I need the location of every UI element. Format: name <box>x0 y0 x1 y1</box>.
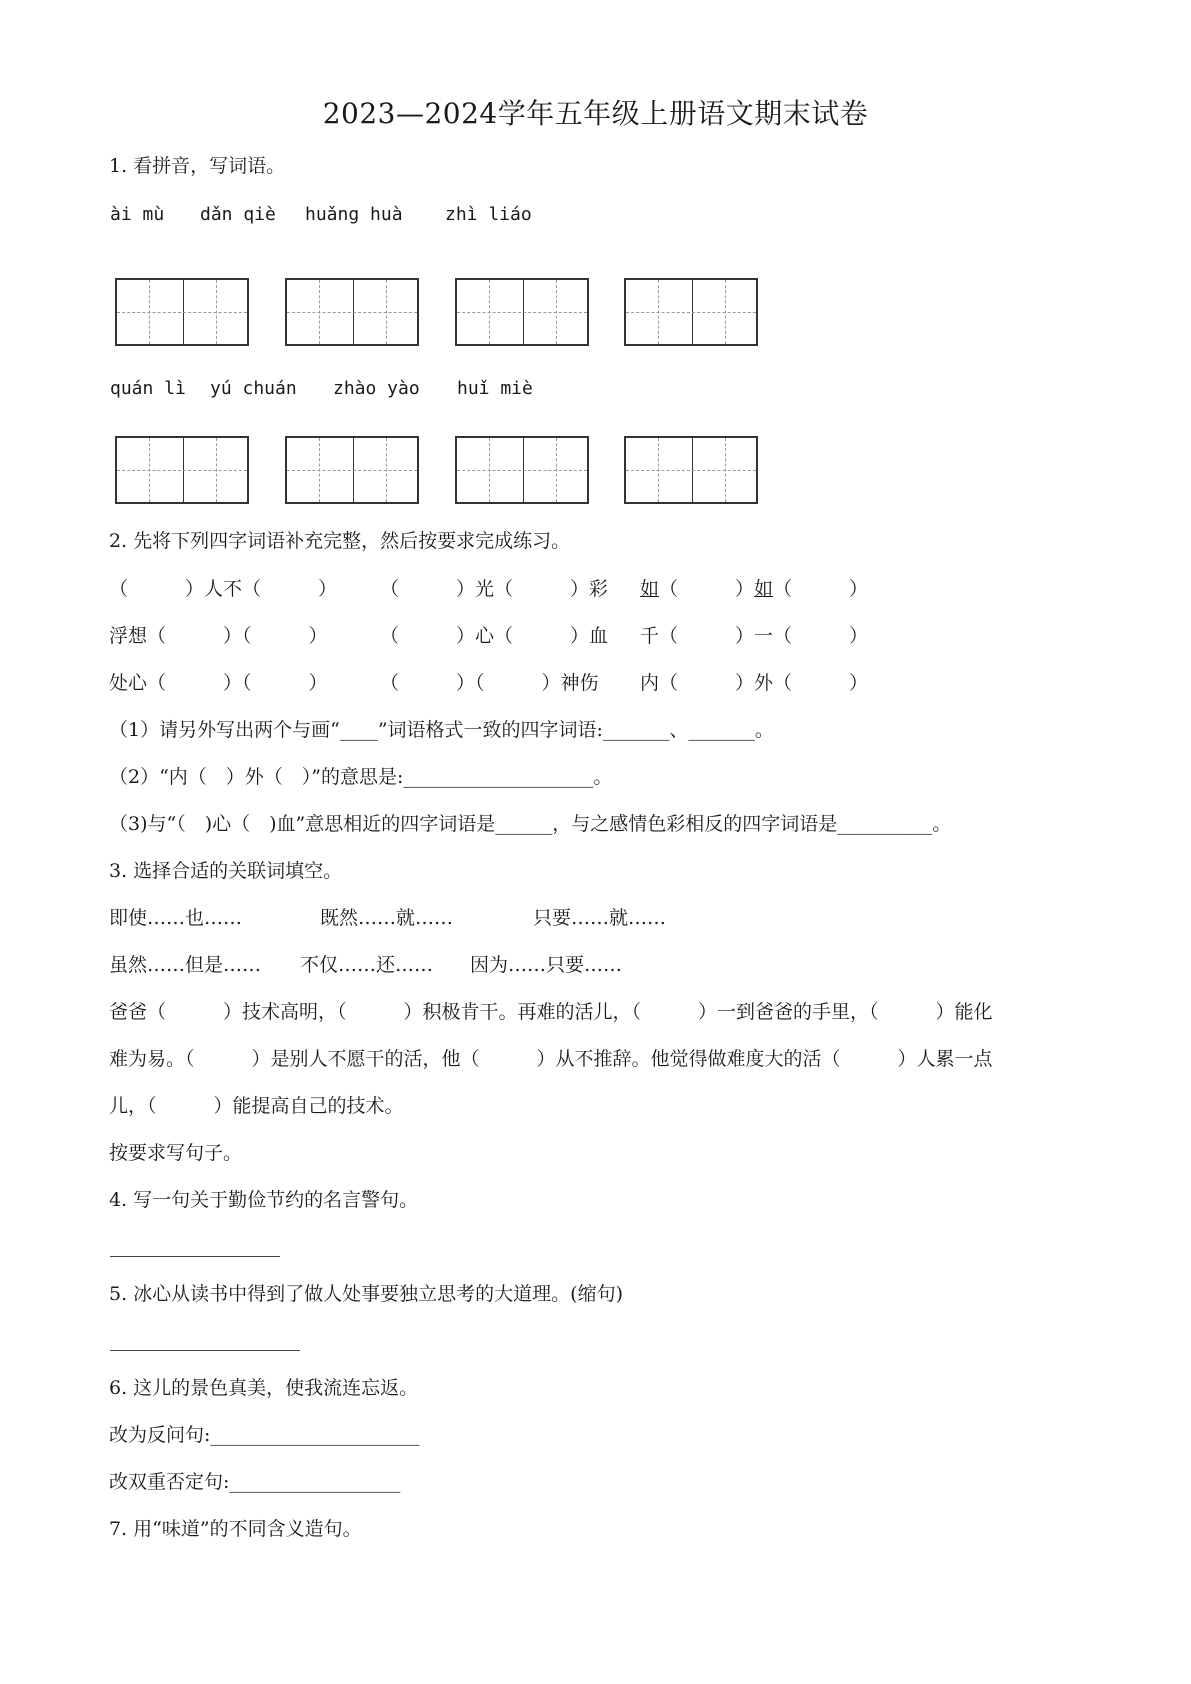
question-3-prompt: 3. 选择合适的关联词填空。 <box>109 860 343 882</box>
question-2-sub-3: （3)与“（ )心（ )血”意思相近的四字词语是______，与之感情色彩相反的四字词语是__________。 <box>109 813 952 835</box>
underlined-char: 如 <box>754 578 774 600</box>
passage-line-3: 儿，（ ）能提高自己的技术。 <box>109 1095 404 1117</box>
passage-line-2: 难为易。（ ）是别人不愿干的活，他（ ）从不推辞。他觉得做难度大的活（ ）人累一点 <box>109 1048 993 1070</box>
connective-option: 只要……就…… <box>533 907 667 929</box>
pinyin-4: zhì liáo <box>445 204 532 225</box>
connective-option: 即使……也…… <box>109 907 243 929</box>
writing-grid-box[interactable] <box>285 436 419 504</box>
pinyin-8: huǐ miè <box>457 378 533 399</box>
page-title: 2023—2024学年五年级上册语文期末试卷 <box>322 97 869 130</box>
connective-option: 因为……只要…… <box>470 954 623 976</box>
section-heading: 按要求写句子。 <box>109 1142 243 1164</box>
idiom-1: （ ）人不（ ） <box>109 578 338 600</box>
connective-option: 不仅……还…… <box>300 954 434 976</box>
question-7-prompt: 7. 用“味道”的不同含义造句。 <box>109 1518 362 1540</box>
writing-grid-box[interactable] <box>455 436 589 504</box>
pinyin-5: quán lì <box>110 378 186 399</box>
idiom-3-blank-b: （ ） <box>773 578 869 600</box>
pinyin-3: huǎng huà <box>305 204 403 225</box>
idiom-7: 处心（ ）（ ） <box>109 672 328 694</box>
idiom-6: 千（ ）一（ ） <box>640 625 869 647</box>
sub-1-underline-sample: ____ <box>339 719 378 741</box>
writing-grid-box[interactable] <box>115 436 249 504</box>
passage-line-1: 爸爸（ ）技术高明，（ ）积极肯干。再难的活儿，（ ）一到爸爸的手里，（ ）能化 <box>109 1001 993 1023</box>
idiom-3-blank-a: （ ） <box>659 578 755 600</box>
question-2-sub-1 <box>109 718 774 742</box>
writing-grid-box[interactable] <box>285 278 419 346</box>
question-2-sub-2: （2）“内（ ）外（ ）”的意思是:____________________。 <box>109 766 613 788</box>
question-2-prompt: 2. 先将下列四字词语补充完整，然后按要求完成练习。 <box>109 530 571 552</box>
question-5-prompt: 5. 冰心从读书中得到了做人处事要独立思考的大道理。(缩句) <box>109 1283 623 1305</box>
writing-grid-box[interactable] <box>624 436 758 504</box>
idiom-9: 内（ ）外（ ） <box>640 672 869 694</box>
idiom-3 <box>640 577 868 601</box>
sub-1-text-a: （1）请另外写出两个与画“ <box>109 719 340 741</box>
question-1-prompt: 1. 看拼音，写词语。 <box>109 155 286 177</box>
idiom-4: 浮想（ ）（ ） <box>109 625 328 647</box>
connective-option: 虽然……但是…… <box>109 954 262 976</box>
question-6-prompt: 6. 这儿的景色真美，使我流连忘返。 <box>109 1377 419 1399</box>
pinyin-7: zhào yào <box>333 378 420 399</box>
connective-option: 既然……就…… <box>320 907 454 929</box>
pinyin-6: yú chuán <box>210 378 297 399</box>
answer-line[interactable] <box>110 1350 300 1351</box>
writing-grid-box[interactable] <box>455 278 589 346</box>
idiom-5: （ ）心（ ）血 <box>380 625 609 647</box>
idiom-2: （ ）光（ ）彩 <box>380 578 609 600</box>
writing-grid-box[interactable] <box>115 278 249 346</box>
question-6-double-negative: 改双重否定句:__________________ <box>109 1471 401 1493</box>
pinyin-1: ài mù <box>110 204 165 225</box>
pinyin-2: dǎn qiè <box>200 204 276 225</box>
sub-1-text-b: ”词语格式一致的四字词语:_______、_______。 <box>377 719 774 741</box>
idiom-8: （ ）（ ）神伤 <box>380 672 599 694</box>
question-4-prompt: 4. 写一句关于勤俭节约的名言警句。 <box>109 1189 419 1211</box>
writing-grid-box[interactable] <box>624 278 758 346</box>
answer-line[interactable] <box>110 1256 280 1257</box>
underlined-char: 如 <box>640 578 660 600</box>
question-6-rhetorical: 改为反问句:______________________ <box>109 1424 420 1446</box>
